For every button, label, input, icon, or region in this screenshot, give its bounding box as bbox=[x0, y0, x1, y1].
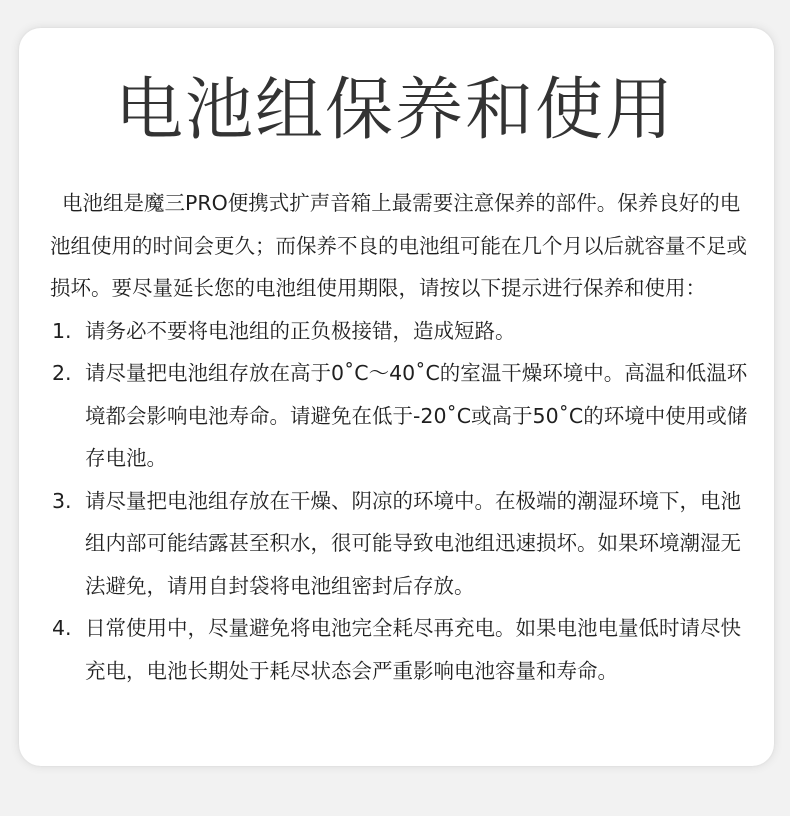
intro-paragraph: 电池组是魔三PRO便携式扩声音箱上最需要注意保养的部件。保养良好的电池组使用的时间会更久；而保养不良的电池组可能在几个月以后就容量不足或损坏。要尽量延长您的电池组使用期限，请按以下提示进行保养和使用： bbox=[50, 191, 747, 300]
page-title: 电池组保养和使用 bbox=[114, 71, 675, 150]
list-text: 请尽量把电池组存放在高于0˚C～40˚C的室温干燥环境中。高温和低温环境都会影响电池寿命。请避免在低于-20˚C或高于50˚C的环境中使用或储存电池。 bbox=[85, 361, 748, 470]
list-item bbox=[50, 310, 750, 353]
list-item bbox=[50, 607, 750, 692]
document-body bbox=[50, 182, 750, 692]
list-text: 日常使用中，尽量避免将电池完全耗尽再充电。如果电池电量低时请尽快充电，电池长期处于耗尽状态会严重影响电池容量和寿命。 bbox=[85, 616, 741, 683]
list-text: 请尽量把电池组存放在干燥、阴凉的环境中。在极端的潮湿环境下，电池组内部可能结露甚至积水，很可能导致电池组迅速损坏。如果环境潮湿无法避免，请用自封袋将电池组密封后存放。 bbox=[85, 488, 741, 598]
list-number: 4. bbox=[52, 616, 72, 640]
list-number: 3. bbox=[52, 488, 72, 513]
list-item bbox=[50, 352, 750, 480]
tips-list bbox=[50, 310, 750, 693]
list-text: 请务必不要将电池组的正负极接错，造成短路。 bbox=[85, 318, 516, 343]
list-number: 1. bbox=[52, 318, 72, 343]
list-number: 2. bbox=[52, 361, 72, 385]
list-item bbox=[50, 480, 750, 608]
